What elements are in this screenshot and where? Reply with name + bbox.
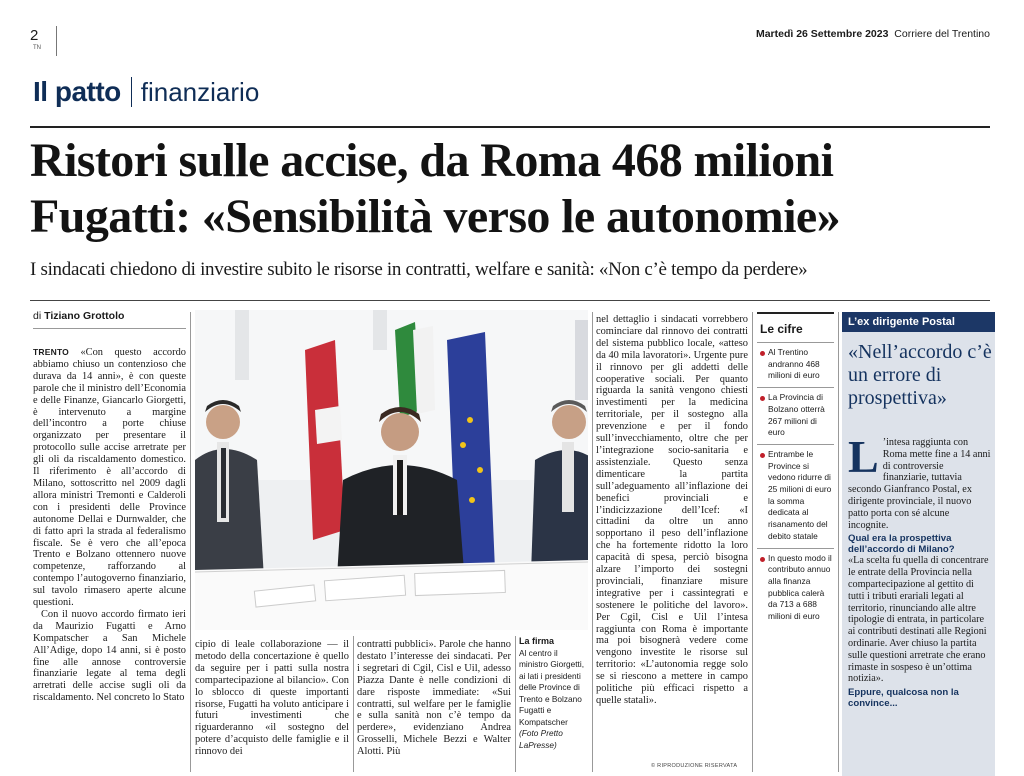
date-line xyxy=(756,28,990,40)
caption-credit: (Foto Pretto LaPresse) xyxy=(519,728,563,750)
issue-date: Martedì 26 Settembre 2023 xyxy=(755,28,889,40)
article-paragraph-2: Con il nuovo accordo firmato ieri da Maurizio Fugatti e Arno Kompatscher a San Michele All’Adige, dopo 14 anni, si è posto fine alle annose controversie finanziarie legate al tema degli arretrati delle accise sugli oli da riscaldamento. Nel concreto lo Stato xyxy=(33,608,186,704)
byline xyxy=(33,310,124,322)
bullet-icon xyxy=(760,557,765,562)
figure-item xyxy=(757,444,834,548)
article-column-2 xyxy=(195,639,349,758)
sidebar-paragraph-2: «La scelta fu quella di concentrare le entrate della Provincia nella compartecipazione al gettito di tutti i tributi erariali legati al territorio, rinunciando alle altre tipologie di entrata, in particolare ai contributi destinati alle Regioni ordinarie. Aver chiuso la partita sulle questioni arretrate che erano rimaste in sospeso è un’ottima notizia». xyxy=(848,555,989,685)
drop-cap: L xyxy=(848,431,879,482)
caption-title: La firma xyxy=(519,636,555,646)
figures-box xyxy=(757,312,834,628)
article-column-3 xyxy=(357,639,511,758)
article-column-2-text: cipio di leale collaborazione — il metodo della concertazione è quello da seguire per i patti sulla nostra compartecipazione al bilancio». Con lo sblocco di queste importanti risorse, Fugatti ha voluto anticipare i futuri investimenti che riguarderanno «il sostegno del potere d’acquisto delle famiglie e il rinnovo dei xyxy=(195,639,349,758)
deck-rule xyxy=(30,300,990,301)
photo-caption xyxy=(519,636,589,751)
figure-item xyxy=(757,342,834,387)
section-label xyxy=(33,72,259,112)
signing-photo-illustration xyxy=(195,310,588,630)
figure-text: Entrambe le Province si vedono ridurre di 25 milioni di euro la somma dedicata al risanamento del debito statale xyxy=(768,448,832,541)
top-rule xyxy=(30,126,990,128)
article-paragraph-1-text: «Con questo accordo abbiamo chiuso un contenzioso che durava da 14 anni», è con queste parole che il ministro dell’Economia e delle Finanze, Giancarlo Giorgetti, è intervenuto a margine dell’incontro a porte chiuse organizzato per presentare il protocollo sulle accise arretrate per gli oli da riscaldamento domestico. Il riferimento è all’accordo di Milano, sottoscritto nel 2009 dagli allora ministri Tremonti e Calderoli con i presidenti delle Province autonome Dellai e Durnwalder, che di fatto aprì la strada al federalismo fiscale. Se è vero che all’epoca Trento e Bolzano ottennero nuove competenze, rafforzando al contempo l’autogoverno finanziario, sul tavolo rimasero aperte alcune questioni. xyxy=(33,347,186,609)
copyright-note: © RIPRODUZIONE RISERVATA xyxy=(651,763,738,769)
article-column-4 xyxy=(596,314,748,707)
figure-text: La Provincia di Bolzano otterrà 267 milioni di euro xyxy=(768,392,825,438)
bullet-icon xyxy=(760,453,765,458)
headline-line-2: Fugatti: «Sensibilità verso le autonomie» xyxy=(30,190,841,243)
figure-text: Al Trentino andranno 468 milioni di euro xyxy=(768,347,820,381)
byline-author: Tiziano Grottolo xyxy=(44,310,125,322)
article-column-4-text: nel dettaglio i sindacati vorrebbero cominciare dal rinnovo dei contratti del sistema pubblico locale, «atteso da 40 mila lavoratori». Urgente pure il rinnovo per gli addetti delle cooperative sociali. Per quanto riguarda la sanità vengono chiesti investimenti per la medicina territoriale, per il sostegno alla prevenzione e per il fondo sull’invecchiamento, oltre che per l’integrazione socio-sanitaria e assistenziale. Questo senza dimenticare la partita sull’adeguamento all’inflazione dei benefici provinciali e l’indicizzazione dell’Icef: «I cittadini da oltre un anno sopportano il peso dell’inflazione che ha fortemente ridotto la loro capacità di spesa, perciò bisogna alzare l’importo dei sostegni provinciali, finanziare misure integrative per i cassintegrati e sostenere le politiche del lavoro». Per Cgil, Cisl e Uil l’intesa raggiunta con Roma è importante ma poi bisognerà vedere come vengono investite le risorse sul territorio: «L’autonomia regge solo se si riescono a mettere in campo politiche più efficaci rispetto a quelle statali». xyxy=(596,314,748,706)
section-divider xyxy=(131,77,132,107)
bullet-icon xyxy=(760,396,765,401)
news-photo xyxy=(195,310,588,630)
dateline-kicker: TRENTO xyxy=(33,347,69,357)
page-number: 2 xyxy=(30,27,39,44)
byline-prefix: di xyxy=(33,310,42,322)
sidebar-tag: L’ex dirigente Postal xyxy=(842,312,995,332)
sidebar-paragraph-1-text: ’intesa raggiunta con Roma mette fine a 14 anni di controversie finanziarie, tuttavia secondo Gianfranco Postal, ex dirigente provinciale, il nuovo patto porta con sé alcune incognite. xyxy=(848,437,991,531)
column-rule-5 xyxy=(752,312,753,772)
page-edition: TN xyxy=(33,45,41,51)
sidebar-body xyxy=(848,431,991,710)
header-divider xyxy=(56,26,57,56)
caption-text: Al centro il ministro Giorgetti, ai lati i presidenti delle Province di Trento e Bolzano Fugatti e Kompatscher xyxy=(519,647,585,727)
column-rule-6 xyxy=(838,312,839,772)
column-rule-4 xyxy=(592,312,593,772)
section-main: Il patto xyxy=(33,76,121,107)
sidebar-question-1: Qual era la prospettiva dell’accordo di Milano? xyxy=(848,533,955,556)
byline-rule xyxy=(33,328,186,329)
sidebar-paragraph-1 xyxy=(848,431,991,531)
bullet-icon xyxy=(760,351,765,356)
figures-title: Le cifre xyxy=(757,312,834,342)
article-column-1 xyxy=(33,347,186,704)
column-rule-3 xyxy=(515,636,516,772)
figure-text: In questo modo il contributo annuo alla finanza pubblica calerà da 713 a 688 milioni di euro xyxy=(768,552,832,622)
article-column-3-text: contratti pubblici». Parole che hanno destato l’interesse dei sindacati. Per i segretari di Cgil, Cisl e Uil, adesso Piazza Dante è nelle condizioni di dare risposte immediate: «Sui contratti, sul welfare per le famiglie e sulla sanità non c’è tempo da perdere», evidenziano Andrea Grosselli, Michele Bezzi e Walter Alotti. Più xyxy=(357,639,511,758)
headline-line-1: Ristori sulle accise, da Roma 468 milioni xyxy=(30,134,834,187)
newspaper-name: Corriere del Trentino xyxy=(894,28,990,40)
sidebar-title: «Nell’accordo c’è un errore di prospettiva» xyxy=(848,341,992,409)
article-paragraph-1 xyxy=(33,347,186,609)
column-rule-2 xyxy=(353,636,354,772)
sidebar-question-2: Eppure, qualcosa non la convince... xyxy=(848,687,959,710)
figure-item xyxy=(757,387,834,444)
column-rule-1 xyxy=(190,312,191,772)
interview-sidebar xyxy=(842,312,995,776)
section-sub: finanziario xyxy=(140,76,260,107)
figure-item xyxy=(757,548,834,628)
deck: I sindacati chiedono di investire subito le risorse in contratti, welfare e sanità: «Non c’è tempo da perdere» xyxy=(30,259,808,280)
